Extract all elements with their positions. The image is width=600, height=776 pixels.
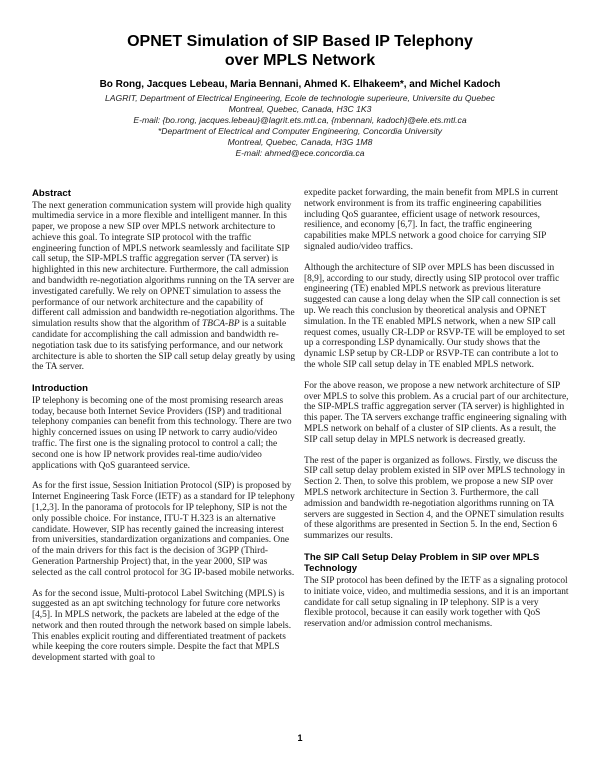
affiliation-line: Montreal, Quebec, Canada, H3G 1M8 — [227, 137, 373, 147]
paragraph: Although the architecture of SIP over MPLS has been discussed in [8,9], according to our study, directly using SIP protocol over traffic engineering (TE) enabled MPLS network as previous literature suggested can cause a long delay when the SIP call connection is set up. We reach this conclusion by theoretical analysis and OPNET simulation. In the TE enabled MPLS network, when a new SIP call request comes, usually CR-LDP or RSVP-TE will be employed to set up a corresponding LSP dynamically. Our study shows that the dynamic LSP setup by CR-LDP or RSVP-TE can contribute a lot to the whole SIP call setup delay in TE enabled MPLS network. — [304, 262, 565, 370]
paragraph: The SIP protocol has been defined by the IETF as a signaling protocol to initiate voice, video, and multimedia sessions, and it is an important candidate for call setup signaling in IP telephony. SIP is a very flexible protocol, because it can easily work together with QoS reservation and/or admission control mechanisms. — [304, 575, 569, 630]
affiliation-block — [0, 93, 600, 159]
paragraph: As for the first issue, Session Initiation Protocol (SIP) is proposed by Internet Engineering Task Force (IETF) as a standard for IP telephony [1,2,3]. In the panorama of protocols for IP telephony, SIP is not the only possible choice. For instance, ITU-T H.323 is an alternative candidate. However, SIP has recently gained the increasing interest from universities, standardization organizations and companies. One of the main drivers for this fact is the decision of 3GPP (Third-Generation Partnership Project) that, in the year 2000, SIP was selected as the call control protocol for 3G IP-based mobile networks. — [32, 481, 295, 578]
paragraph: The rest of the paper is organized as follows. Firstly, we discuss the SIP call setup delay problem existed in SIP over MPLS technology in Section 2. Then, to solve this problem, we propose a new SIP over MPLS network architecture in Section 3. Furthermore, the call admission and bandwidth re-negotiation algorithms running on TA servers are suggested in Section 4, and the OPNET simulation results of these algorithms are presented in Section 5. In the end, Section 6 summarizes our results. — [304, 455, 565, 542]
page-number: 1 — [297, 733, 303, 743]
paragraph: For the above reason, we propose a new network architecture of SIP over MPLS to solve this problem. As a crucial part of our architecture, the SIP-MPLS traffic aggregation server (TA server) is highlighted in this paper. The TA servers exchange traffic engineering signaling with MPLS network on behalf of a cluster of SIP clients. As a result, the SIP call setup delay in MPLS network is decreased greatly. — [304, 380, 569, 445]
paper-header — [0, 32, 600, 159]
sip-delay-section-heading: The SIP Call Setup Delay Problem in SIP over MPLS Technology — [304, 551, 540, 575]
left-column — [32, 188, 297, 674]
paper-title — [0, 32, 600, 70]
abstract-italic-term: TBCA-BP — [202, 319, 240, 330]
paper-title-line1: OPNET Simulation of SIP Based IP Telephony — [127, 33, 473, 50]
abstract-heading: Abstract — [32, 188, 71, 199]
abstract-paragraph — [32, 201, 297, 374]
abstract-text-before: The next generation communication system will provide high quality multimedia service in a more flexible and intelligent manner. In this paper, we propose a new SIP over MPLS network architecture to achieve this goal. To integrate SIP protocol with the traffic engineering function of MPLS network seamlessly and facilitate SIP call setup, the SIP-MPLS traffic aggregation server (TA server) is highlighted in this new architecture. Furthermore, the call admission and bandwidth re-negotiation algorithms running on the TA server are investigated carefully. We rely on OPNET simulation to assess the performance of our network architecture and the capability of different call admission and bandwidth re-negotiation algorithms. The simulation results show that the algorithm of — [32, 200, 295, 330]
paper-title-line2: over MPLS Network — [224, 52, 376, 69]
affiliation-line: LAGRIT, Department of Electrical Engineering, Ecole de technologie superieure, Universite du Quebec — [105, 93, 495, 103]
right-column — [304, 188, 569, 640]
affiliation-line: Montreal, Quebec, Canada, H3C 1K3 — [228, 104, 372, 114]
affiliation-line: E-mail: ahmed@ece.concordia.ca — [235, 148, 365, 158]
paragraph: As for the second issue, Multi-protocol Label Switching (MPLS) is suggested as an apt switching technology for future core networks [4,5]. In MPLS network, the packets are labeled at the edge of the network and then routed through the network based on simple labels. This enables explicit routing and differentiated treatment of packets while keeping the core routers simple. Despite the fact that MPLS development started with goal to — [32, 588, 292, 664]
paragraph: IP telephony is becoming one of the most promising research areas today, because both Internet Sevice Providers (ISP) and traditional telephony companies can benefit from this technology. There are two highly concerned issues on using IP network to carry audio/video traffic. The first one is the signaling protocol to control a call; the second one is how IP network provides real-time audio/video applications with QoS guaranteed service. — [32, 395, 292, 471]
affiliation-line: E-mail: {bo.rong, jacques.lebeau}@lagrit.ets.mtl.ca, {mbennani, kadoch}@ele.ets.mtl.ca — [133, 115, 467, 125]
authors-line: Bo Rong, Jacques Lebeau, Maria Bennani, Ahmed K. Elhakeem*, and Michel Kadoch — [99, 79, 501, 90]
introduction-heading: Introduction — [32, 383, 88, 395]
affiliation-line: *Department of Electrical and Computer Engineering, Concordia University — [157, 126, 443, 136]
paragraph: expedite packet forwarding, the main benefit from MPLS in current network environment is from its traffic engineering capabilities including QoS guarantee, efficient usage of network resources, resilience, and economy [6,7]. In fact, the traffic engineering capabilities make MPLS network a good choice for carrying SIP signaled audio/video traffics. — [304, 188, 559, 252]
abstract-text-after: is a suitable candidate for accomplishing the call admission and bandwidth re-negotiation task due to its satisfying performance, and our network architecture is able to shorten the SIP call setup delay greatly by using the TA server. — [32, 319, 296, 373]
